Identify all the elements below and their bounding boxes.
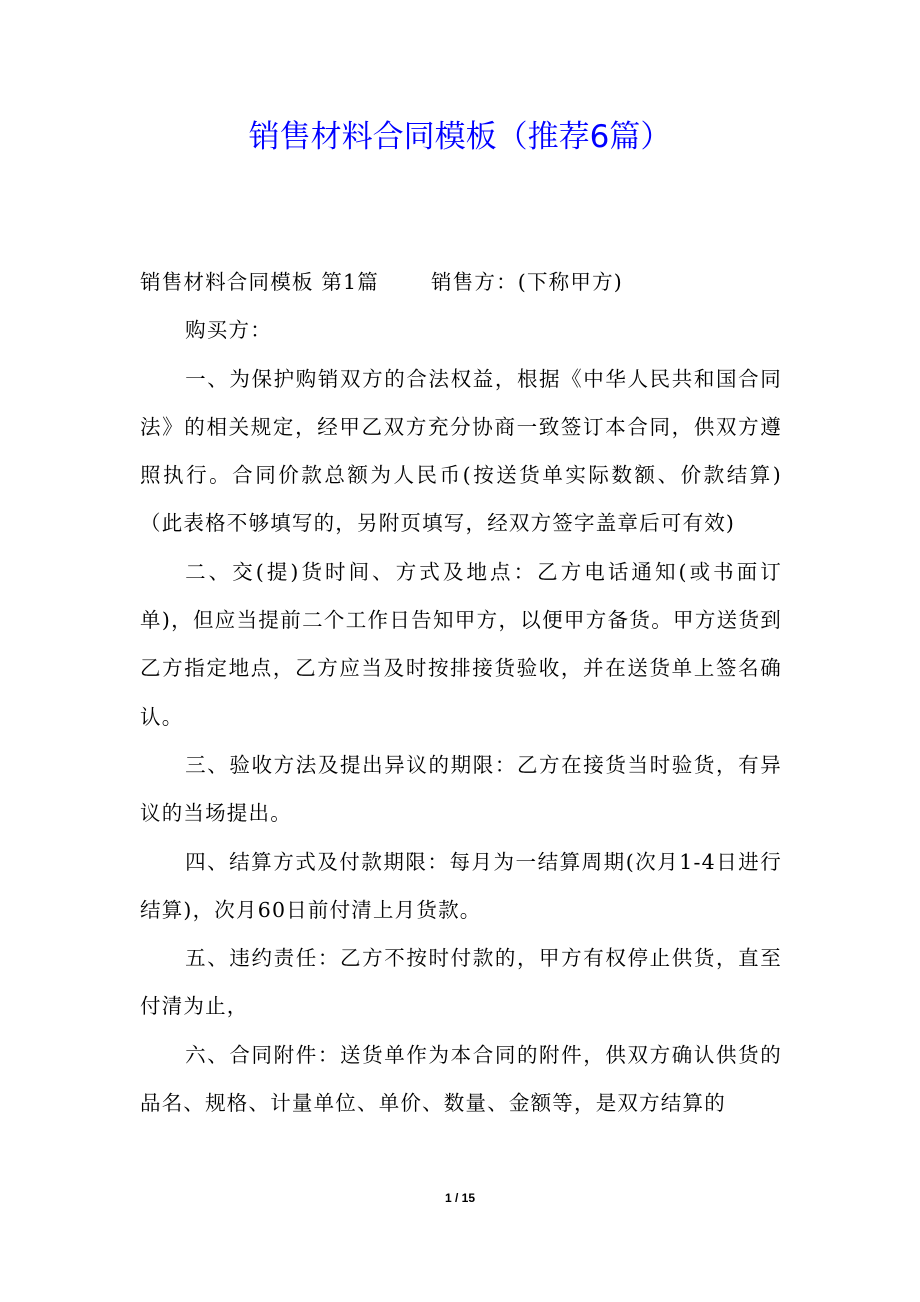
paragraph-clause-3: 三、验收方法及提出异议的期限：乙方在接货当时验货，有异议的当场提出。 [140,752,782,826]
page-number: 1 / 15 [444,1191,476,1205]
intro-line [140,258,782,306]
paragraph-clause-6: 六、合同附件：送货单作为本合同的附件，供双方确认供货的品名、规格、计量单位、单价、数量、金额等，是双方结算的 [140,1042,782,1116]
page-title: 销售材料合同模板（推荐6篇） [248,119,672,155]
contract-body [140,258,782,1127]
paragraph-clause-5: 五、违约责任：乙方不按时付款的，甲方有权停止供货，直至付清为止， [140,946,782,1019]
paragraph-clause-4: 四、结算方式及付款期限：每月为一结算周期(次月1-4日进行结算)，次月60日前付清上月货款。 [140,849,782,922]
paragraph-clause-1: 一、为保护购销双方的合法权益，根据《中华人民共和国合同法》的相关规定，经甲乙双方充分协商一致签订本合同，供双方遵照执行。合同价款总额为人民币(按送货单实际数额、价款结算)（此表格不够填写的，另附页填写，经双方签字盖章后可有效) [140,366,782,536]
paragraph-buyer: 购买方： [185,318,272,343]
part-label: 销售材料合同模板 第1篇 [140,270,379,294]
seller-line: 销售方：(下称甲方) [430,270,623,294]
paragraph-clause-2: 二、交(提)货时间、方式及地点：乙方电话通知(或书面订单)，但应当提前二个工作日告知甲方，以便甲方备货。甲方送货到乙方指定地点，乙方应当及时按排接货验收，并在送货单上签名确认。 [140,559,782,729]
